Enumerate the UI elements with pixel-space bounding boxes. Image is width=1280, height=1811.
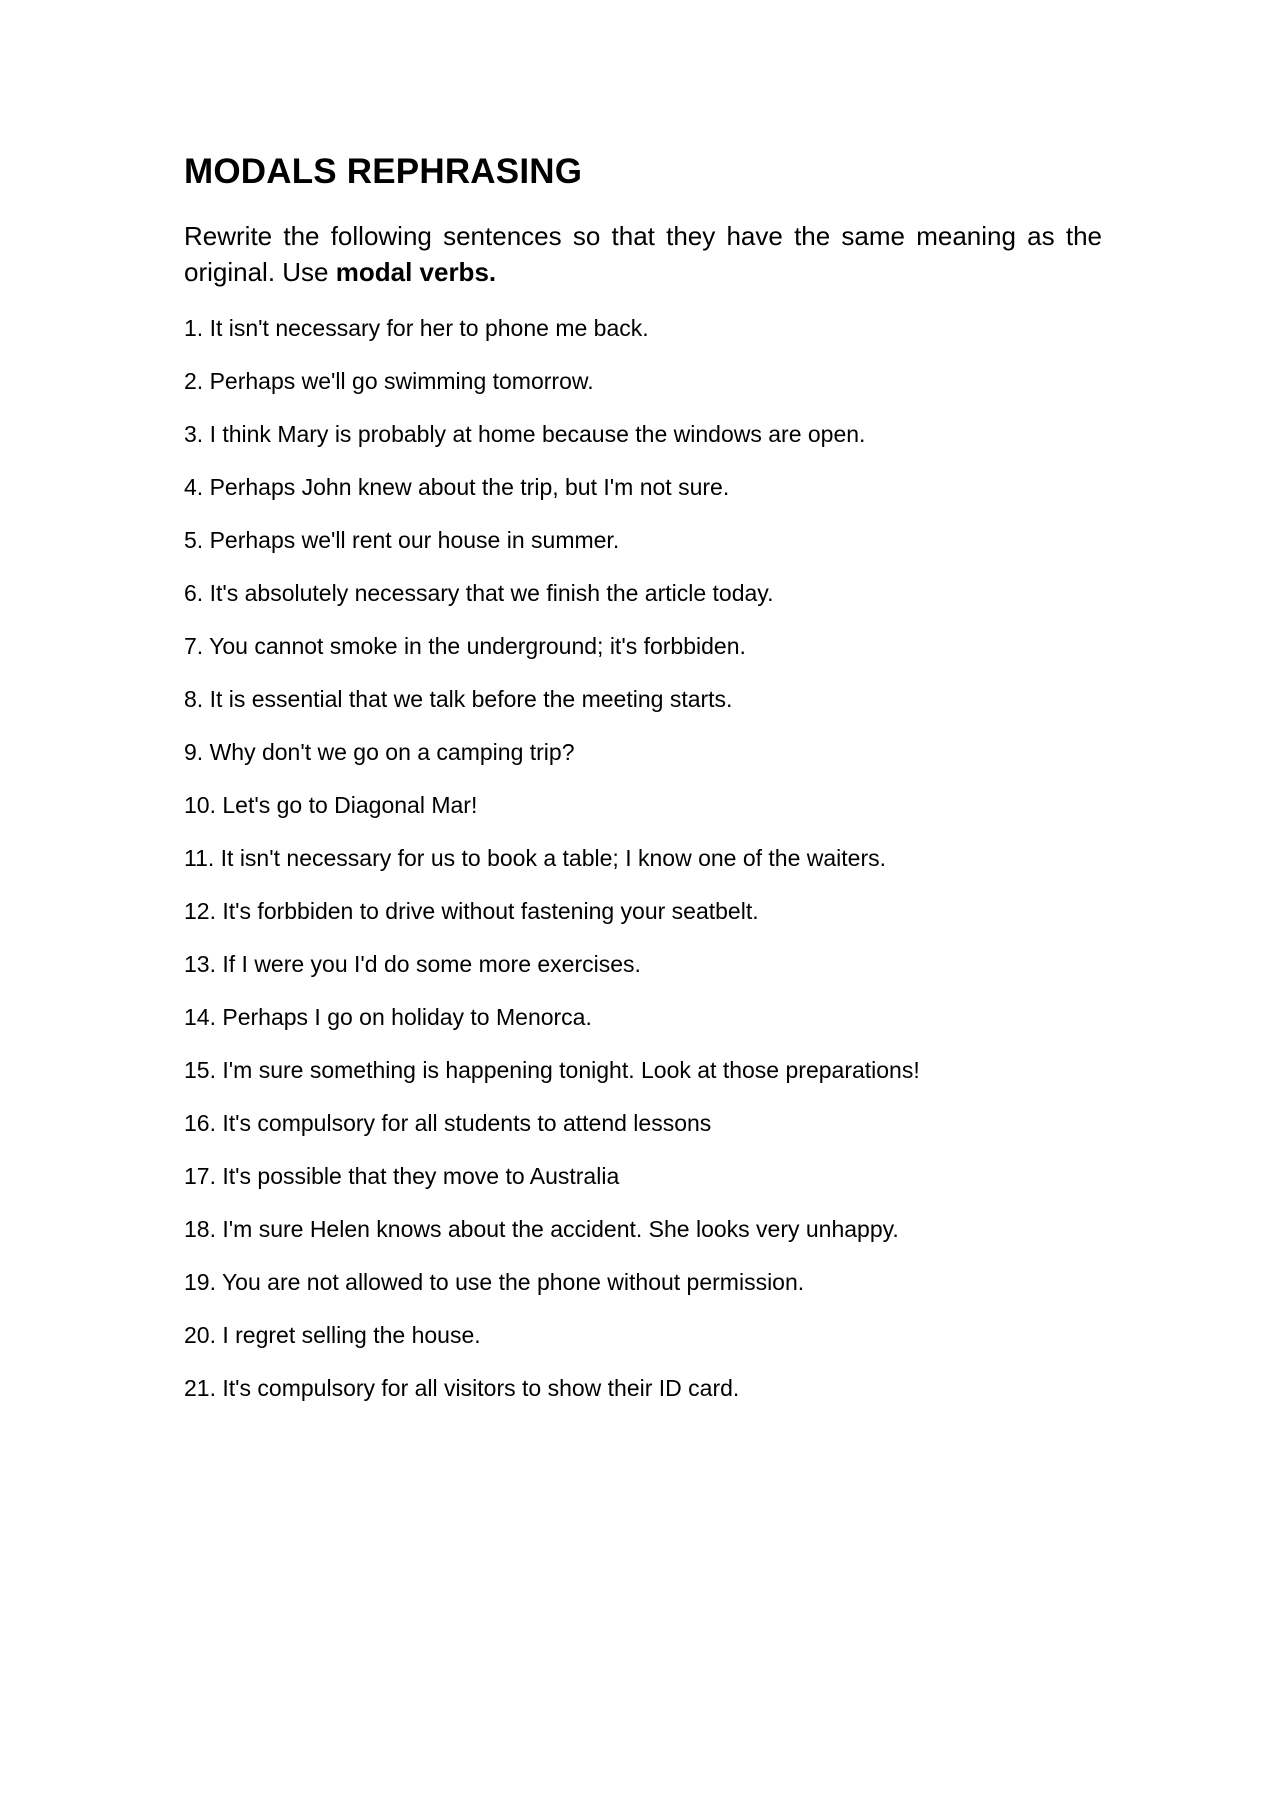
exercise-item: 12. It's forbbiden to drive without fastening your seatbelt. (184, 898, 759, 924)
exercise-item: 18. I'm sure Helen knows about the accident. She looks very unhappy. (184, 1216, 899, 1242)
exercise-item: 19. You are not allowed to use the phone without permission. (184, 1269, 805, 1295)
exercise-item: 8. It is essential that we talk before the meeting starts. (184, 686, 733, 712)
exercise-item: 14. Perhaps I go on holiday to Menorca. (184, 1004, 592, 1030)
exercise-item: 1. It isn't necessary for her to phone me back. (184, 315, 649, 341)
document-content (184, 150, 1102, 1415)
exercise-item: 3. I think Mary is probably at home because the windows are open. (184, 421, 866, 447)
exercise-item: 7. You cannot smoke in the underground; it's forbbiden. (184, 633, 746, 659)
document-title: MODALS REPHRASING (184, 152, 583, 191)
exercise-item: 15. I'm sure something is happening tonight. Look at those preparations! (184, 1057, 920, 1083)
exercise-item: 20. I regret selling the house. (184, 1322, 481, 1348)
exercise-item: 4. Perhaps John knew about the trip, but I'm not sure. (184, 474, 730, 500)
exercise-item: 16. It's compulsory for all students to attend lessons (184, 1110, 712, 1136)
exercise-item: 13. If I were you I'd do some more exercises. (184, 951, 641, 977)
exercise-item: 10. Let's go to Diagonal Mar! (184, 792, 478, 818)
instructions-paragraph (184, 218, 1102, 290)
exercise-item: 9. Why don't we go on a camping trip? (184, 739, 575, 765)
exercise-item: 17. It's possible that they move to Australia (184, 1163, 620, 1189)
exercise-list (184, 302, 1102, 1415)
exercise-item: 6. It's absolutely necessary that we finish the article today. (184, 580, 774, 606)
exercise-item: 2. Perhaps we'll go swimming tomorrow. (184, 368, 594, 394)
exercise-item: 21. It's compulsory for all visitors to show their ID card. (184, 1375, 740, 1401)
instructions-text: Rewrite the following sentences so that they have the same meaning as the original. Use (184, 221, 1102, 287)
exercise-item: 5. Perhaps we'll rent our house in summer. (184, 527, 620, 553)
exercise-item: 11. It isn't necessary for us to book a table; I know one of the waiters. (184, 845, 887, 871)
instructions-bold-text: modal verbs. (335, 257, 497, 287)
